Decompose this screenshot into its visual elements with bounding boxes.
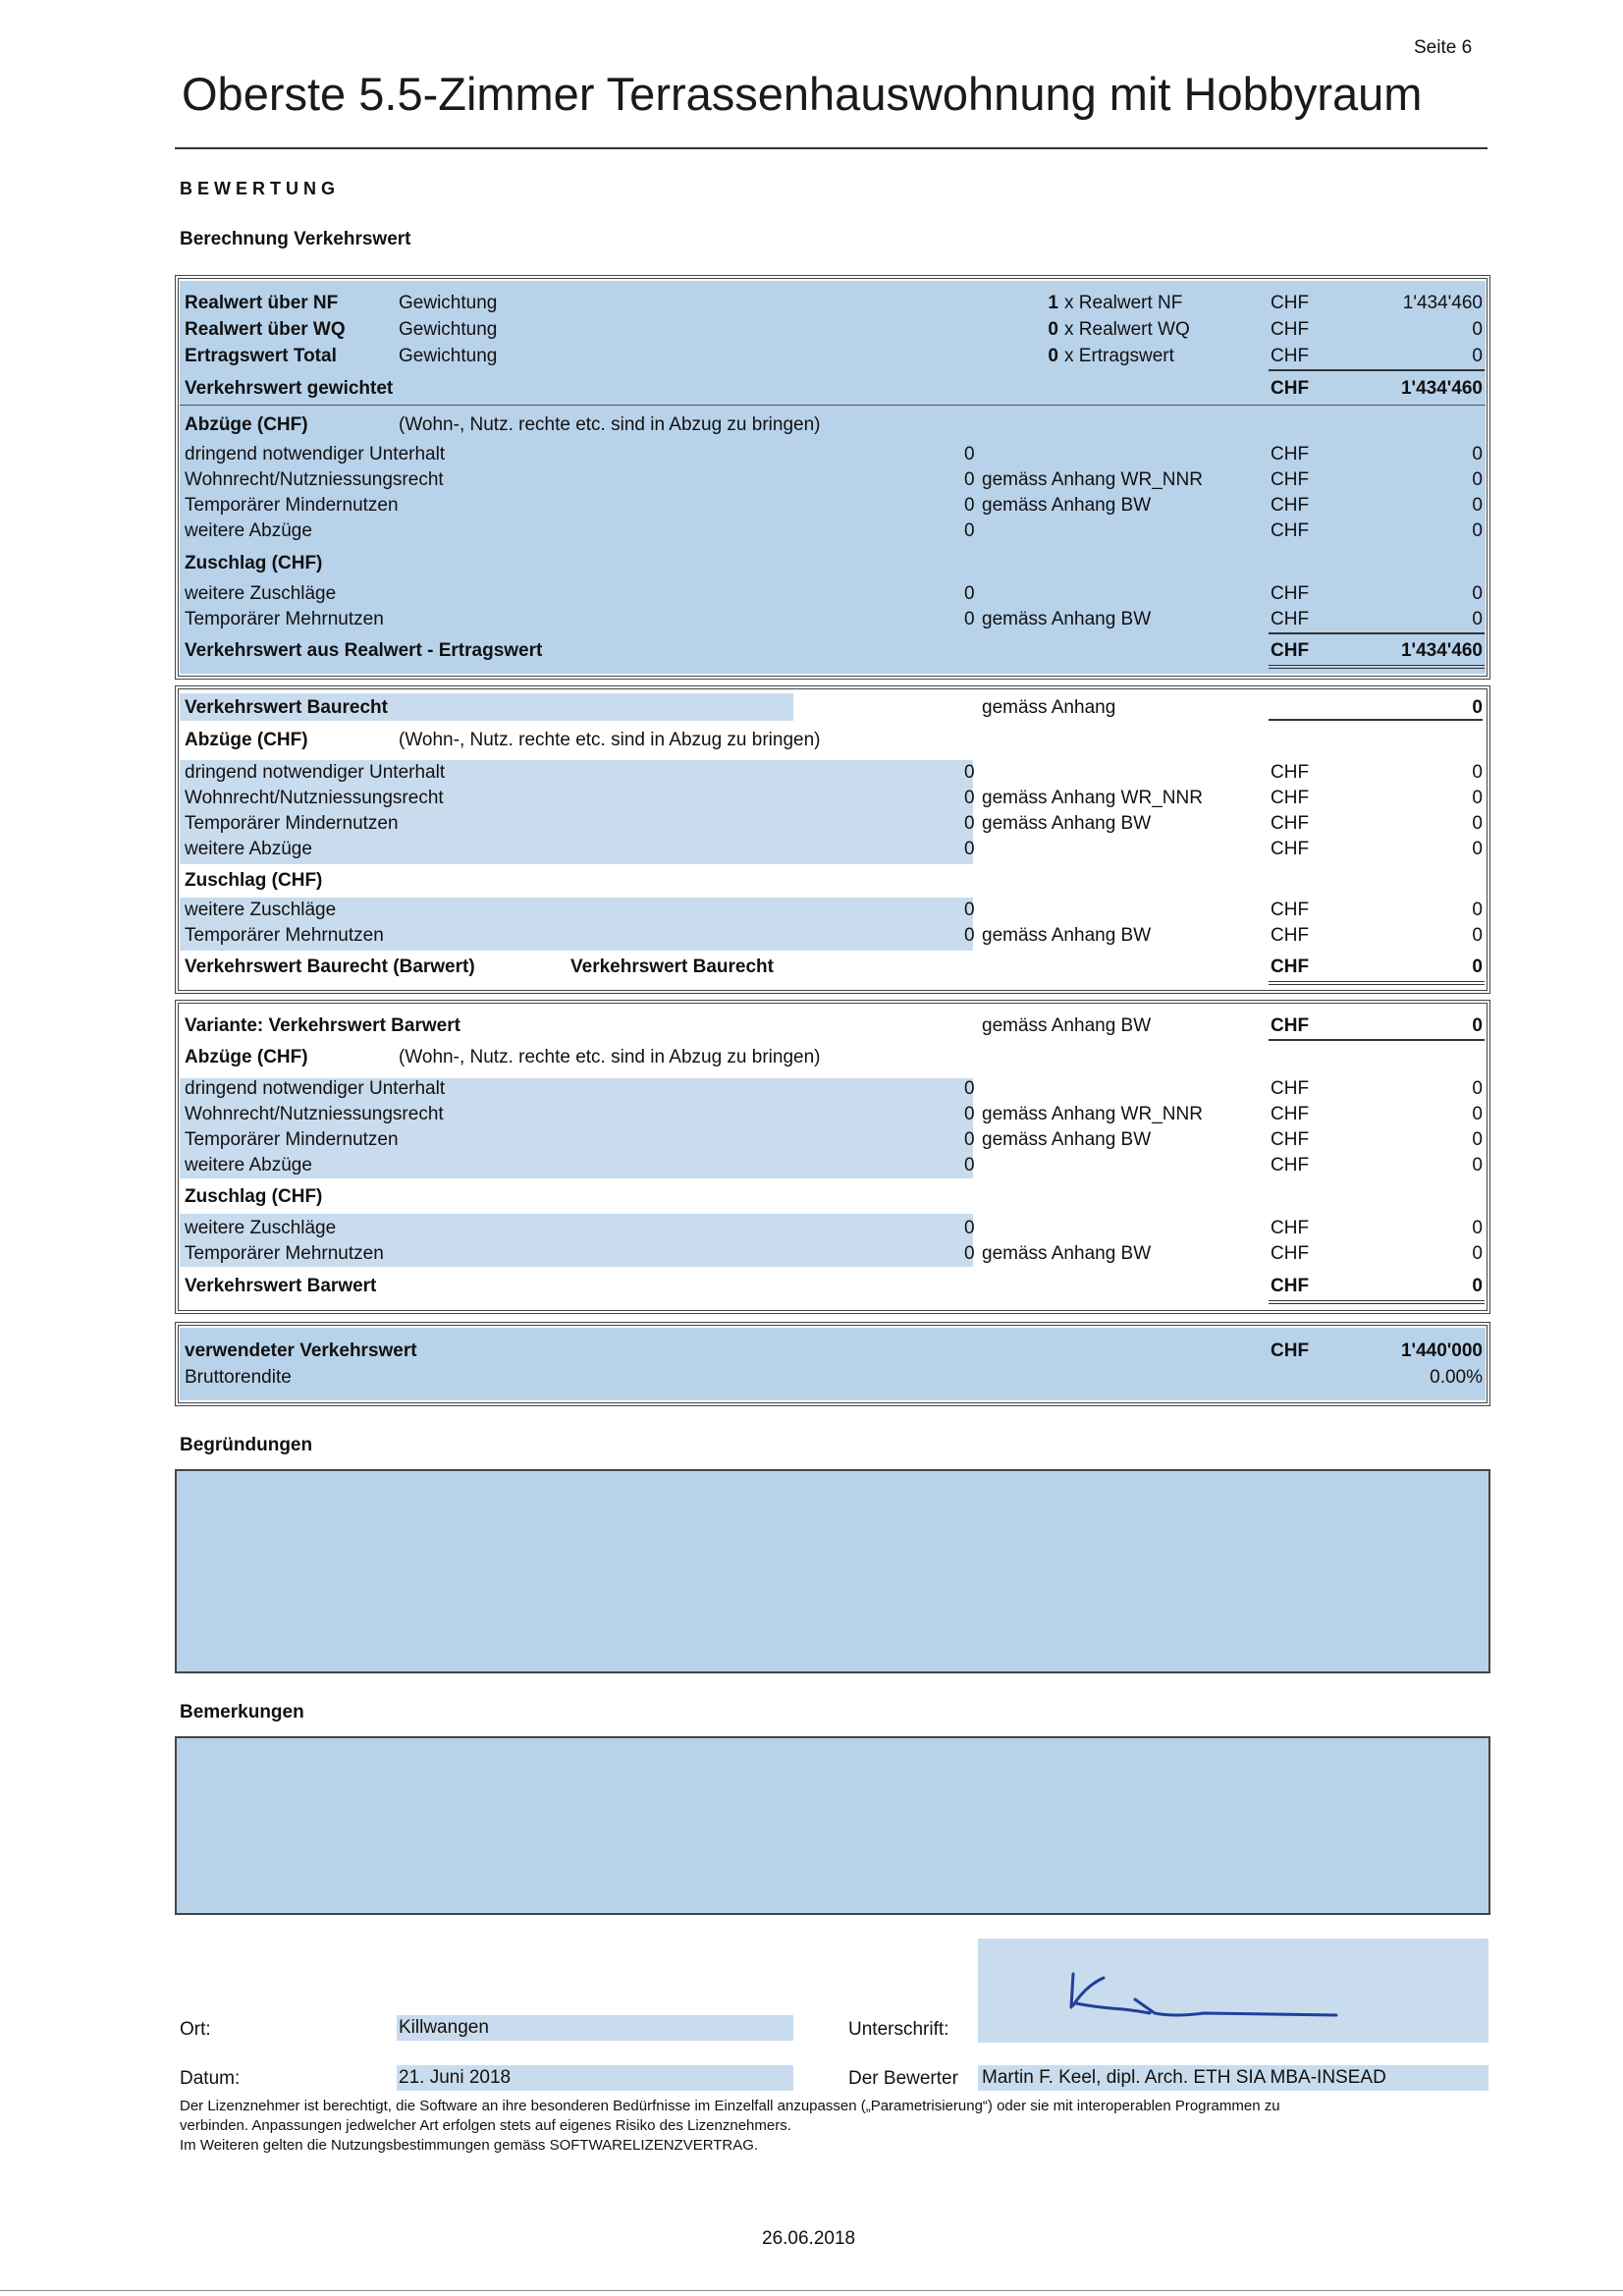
deduction-input[interactable]: 0 — [964, 762, 975, 783]
weighted-value: 1'434'460 — [1400, 378, 1483, 399]
date-field[interactable]: 21. Juni 2018 — [399, 2067, 512, 2088]
annex-reference: gemäss Anhang BW — [982, 1015, 1152, 1036]
amount: 0 — [1472, 839, 1483, 859]
deductions-heading: Abzüge (CHF) — [185, 730, 308, 750]
page-title: Oberste 5.5-Zimmer Terrassenhauswohnung mit Hobbyraum — [182, 68, 1423, 120]
baurecht-total-value: 0 — [1472, 957, 1483, 977]
total-line — [1269, 665, 1485, 669]
amount: 0 — [1472, 900, 1483, 920]
surcharge-heading: Zuschlag (CHF) — [185, 553, 323, 574]
currency: CHF — [1271, 1078, 1310, 1099]
currency: CHF — [1271, 1340, 1310, 1361]
amount: 0 — [1472, 495, 1483, 516]
weighting-factor[interactable]: 0 — [1048, 319, 1058, 340]
annex-reference: gemäss Anhang BW — [982, 609, 1152, 629]
section-heading: BEWERTUNG — [180, 179, 340, 198]
deduction-input[interactable]: 0 — [964, 1155, 975, 1175]
currency: CHF — [1271, 1104, 1310, 1124]
deduction-input[interactable]: 0 — [964, 1104, 975, 1124]
baurecht-value: 0 — [1269, 695, 1483, 721]
license-line: Im Weiteren gelten die Nutzungsbestimmungen gemäss SOFTWARELIZENZVERTRAG. — [180, 2137, 759, 2154]
signature-label: Unterschrift: — [848, 2019, 949, 2040]
amount: 0 — [1472, 444, 1483, 465]
license-notice — [180, 2097, 1495, 2156]
currency: CHF — [1271, 469, 1310, 490]
ertragswert-label: Ertragswert Total — [185, 346, 337, 366]
deduction-label: weitere Abzüge — [185, 520, 312, 541]
weighting-desc: x Realwert NF — [1064, 293, 1183, 313]
currency: CHF — [1271, 813, 1310, 834]
sum-line — [1269, 369, 1485, 371]
deduction-label: weitere Abzüge — [185, 839, 312, 859]
annex-reference: gemäss Anhang WR_NNR — [982, 469, 1203, 490]
deduction-input[interactable]: 0 — [964, 1078, 975, 1099]
currency: CHF — [1271, 1243, 1310, 1264]
currency: CHF — [1271, 293, 1310, 313]
amount: 0 — [1472, 346, 1483, 366]
amount: 0 — [1472, 609, 1483, 629]
deduction-input[interactable]: 0 — [964, 520, 975, 541]
currency: CHF — [1271, 609, 1310, 629]
deduction-label: dringend notwendiger Unterhalt — [185, 1078, 446, 1099]
surcharge-heading: Zuschlag (CHF) — [185, 1186, 323, 1207]
gross-yield-value: 0.00% — [1430, 1367, 1483, 1388]
deduction-input[interactable]: 0 — [964, 444, 975, 465]
currency: CHF — [1271, 444, 1310, 465]
amount: 0 — [1472, 1155, 1483, 1175]
deductions-heading: Abzüge (CHF) — [185, 1047, 308, 1067]
appraiser-field[interactable]: Martin F. Keel, dipl. Arch. ETH SIA MBA-INSEAD — [982, 2067, 1386, 2088]
amount: 1'434'460 — [1402, 293, 1483, 313]
currency: CHF — [1271, 520, 1310, 541]
title-divider — [175, 147, 1488, 149]
barwert-label: Variante: Verkehrswert Barwert — [185, 1015, 460, 1036]
currency: CHF — [1271, 762, 1310, 783]
currency: CHF — [1271, 1276, 1310, 1296]
divider — [180, 405, 1486, 406]
total-line — [1269, 1300, 1485, 1304]
surcharge-label: weitere Zuschläge — [185, 1218, 337, 1238]
baurecht-total-label: Verkehrswert Baurecht (Barwert) — [185, 957, 475, 977]
currency: CHF — [1271, 957, 1310, 977]
deduction-label: dringend notwendiger Unterhalt — [185, 762, 446, 783]
deduction-label: Wohnrecht/Nutzniessungsrecht — [185, 788, 444, 808]
deductions-heading: Abzüge (CHF) — [185, 414, 308, 435]
signature-drawing — [978, 1939, 1488, 2043]
realwert-total-label: Verkehrswert aus Realwert - Ertragswert — [185, 640, 543, 661]
annex-reference: gemäss Anhang BW — [982, 495, 1152, 516]
remarks-heading: Bemerkungen — [180, 1702, 304, 1722]
location-label: Ort: — [180, 2019, 211, 2040]
surcharge-label: Temporärer Mehrnutzen — [185, 1243, 384, 1264]
currency: CHF — [1271, 583, 1310, 604]
currency: CHF — [1271, 346, 1310, 366]
remarks-textarea[interactable] — [175, 1736, 1490, 1915]
surcharge-input[interactable]: 0 — [964, 583, 975, 604]
currency: CHF — [1271, 495, 1310, 516]
barwert-total-label: Verkehrswert Barwert — [185, 1276, 377, 1296]
weighting-factor[interactable]: 1 — [1048, 293, 1058, 313]
deduction-label: dringend notwendiger Unterhalt — [185, 444, 446, 465]
deductions-note: (Wohn-, Nutz. rechte etc. sind in Abzug zu bringen) — [399, 730, 821, 750]
weighting-desc: x Realwert WQ — [1064, 319, 1190, 340]
calc-heading: Berechnung Verkehrswert — [180, 229, 411, 249]
realwert-nf-label: Realwert über NF — [185, 293, 339, 313]
deduction-label: weitere Abzüge — [185, 1155, 312, 1175]
weighting-label: Gewichtung — [399, 293, 498, 313]
amount: 0 — [1472, 1218, 1483, 1238]
page-number: Seite 6 — [1414, 37, 1473, 58]
annex-reference: gemäss Anhang WR_NNR — [982, 1104, 1203, 1124]
weighting-label: Gewichtung — [399, 319, 498, 340]
annex-reference: gemäss Anhang — [982, 697, 1116, 718]
sum-line — [1269, 1039, 1485, 1041]
surcharge-input[interactable]: 0 — [964, 1218, 975, 1238]
deduction-input[interactable]: 0 — [964, 839, 975, 859]
location-field[interactable]: Killwangen — [399, 2017, 489, 2038]
currency: CHF — [1271, 378, 1310, 399]
currency: CHF — [1271, 1155, 1310, 1175]
baurecht-label: Verkehrswert Baurecht — [185, 697, 388, 718]
deduction-label: Temporärer Mindernutzen — [185, 495, 399, 516]
currency: CHF — [1271, 839, 1310, 859]
realwert-wq-label: Realwert über WQ — [185, 319, 346, 340]
realwert-total-value: 1'434'460 — [1400, 640, 1483, 661]
amount: 0 — [1472, 925, 1483, 946]
amount: 0 — [1472, 520, 1483, 541]
total-line — [1269, 981, 1485, 985]
surcharge-input[interactable]: 0 — [964, 1243, 975, 1264]
currency: CHF — [1271, 1129, 1310, 1150]
currency: CHF — [1271, 788, 1310, 808]
amount: 0 — [1472, 469, 1483, 490]
deductions-note: (Wohn-, Nutz. rechte etc. sind in Abzug zu bringen) — [399, 1047, 821, 1067]
currency: CHF — [1271, 1015, 1310, 1036]
amount: 0 — [1472, 1078, 1483, 1099]
deduction-input[interactable]: 0 — [964, 1129, 975, 1150]
page-bottom-edge — [0, 2290, 1623, 2291]
deduction-input[interactable]: 0 — [964, 788, 975, 808]
reasons-heading: Begründungen — [180, 1435, 313, 1455]
deduction-label: Wohnrecht/Nutzniessungsrecht — [185, 1104, 444, 1124]
sum-line — [1269, 632, 1485, 634]
deduction-label: Temporärer Mindernutzen — [185, 1129, 399, 1150]
weighting-label: Gewichtung — [399, 346, 498, 366]
appraiser-label: Der Bewerter — [848, 2068, 958, 2089]
license-line: verbinden. Anpassungen jedwelcher Art erfolgen stets auf eigenes Risiko des Lizenznehmers. — [180, 2117, 791, 2134]
barwert-total-value: 0 — [1472, 1276, 1483, 1296]
surcharge-label: weitere Zuschläge — [185, 583, 337, 604]
amount: 0 — [1472, 583, 1483, 604]
surcharge-heading: Zuschlag (CHF) — [185, 870, 323, 891]
deduction-input[interactable]: 0 — [964, 495, 975, 516]
surcharge-label: Temporärer Mehrnutzen — [185, 609, 384, 629]
currency: CHF — [1271, 900, 1310, 920]
deduction-label: Temporärer Mindernutzen — [185, 813, 399, 834]
used-value: 1'440'000 — [1400, 1340, 1483, 1361]
deduction-input[interactable]: 0 — [964, 469, 975, 490]
date-label: Datum: — [180, 2068, 241, 2089]
gross-yield-label: Bruttorendite — [185, 1367, 292, 1388]
currency: CHF — [1271, 640, 1310, 661]
annex-reference: gemäss Anhang BW — [982, 813, 1152, 834]
surcharge-label: Temporärer Mehrnutzen — [185, 925, 384, 946]
license-line: Der Lizenznehmer ist berechtigt, die Software an ihre besonderen Bedürfnisse im Einzelfall anzupassen („Parametrisierung“) oder sie mit interoperablen Programmen zu — [180, 2098, 1280, 2114]
annex-reference: gemäss Anhang BW — [982, 925, 1152, 946]
deductions-note: (Wohn-, Nutz. rechte etc. sind in Abzug zu bringen) — [399, 414, 821, 435]
amount: 0 — [1472, 1129, 1483, 1150]
surcharge-input[interactable]: 0 — [964, 900, 975, 920]
barwert-value: 0 — [1472, 1015, 1483, 1036]
surcharge-label: weitere Zuschläge — [185, 900, 337, 920]
currency: CHF — [1271, 1218, 1310, 1238]
annex-reference: gemäss Anhang WR_NNR — [982, 788, 1203, 808]
amount: 0 — [1472, 1243, 1483, 1264]
used-value-label: verwendeter Verkehrswert — [185, 1340, 417, 1361]
currency: CHF — [1271, 925, 1310, 946]
weighting-factor[interactable]: 0 — [1048, 346, 1058, 366]
amount: 0 — [1472, 762, 1483, 783]
weighting-desc: x Ertragswert — [1064, 346, 1174, 366]
deduction-label: Wohnrecht/Nutzniessungsrecht — [185, 469, 444, 490]
reasons-textarea[interactable] — [175, 1469, 1490, 1673]
amount: 0 — [1472, 788, 1483, 808]
surcharge-input[interactable]: 0 — [964, 609, 975, 629]
deduction-input[interactable]: 0 — [964, 813, 975, 834]
annex-reference: gemäss Anhang BW — [982, 1243, 1152, 1264]
amount: 0 — [1472, 319, 1483, 340]
annex-reference: gemäss Anhang BW — [982, 1129, 1152, 1150]
signature-field[interactable] — [978, 1939, 1488, 2043]
baurecht-total-label2: Verkehrswert Baurecht — [570, 957, 774, 977]
currency: CHF — [1271, 319, 1310, 340]
amount: 0 — [1472, 813, 1483, 834]
weighted-value-label: Verkehrswert gewichtet — [185, 378, 394, 399]
print-date: 26.06.2018 — [762, 2228, 856, 2249]
surcharge-input[interactable]: 0 — [964, 925, 975, 946]
amount: 0 — [1472, 1104, 1483, 1124]
